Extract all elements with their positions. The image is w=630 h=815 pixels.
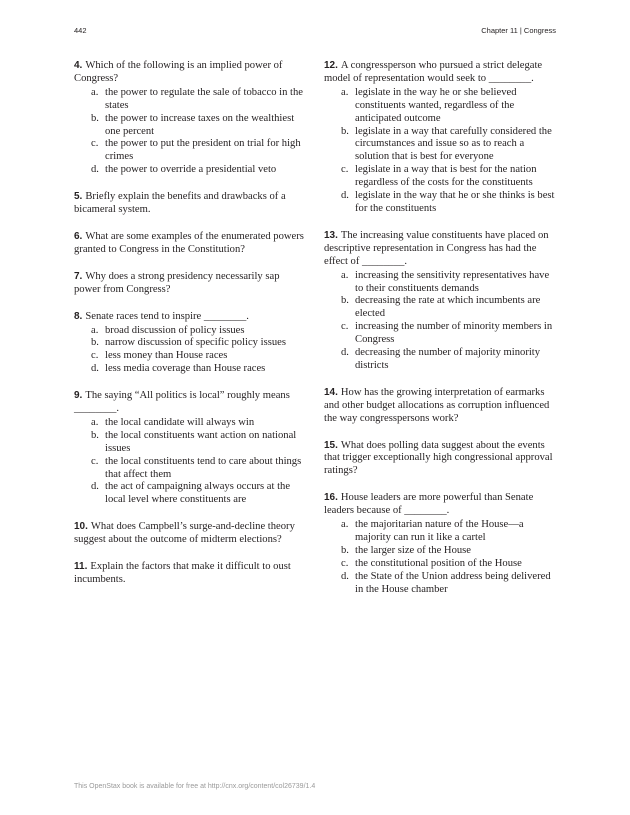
answer-option bbox=[74, 481, 306, 507]
question-10 bbox=[74, 521, 306, 547]
option-text: the larger size of the House bbox=[355, 544, 471, 556]
answer-option bbox=[74, 350, 306, 363]
question-text bbox=[74, 561, 306, 587]
question-number: 9. bbox=[74, 390, 83, 402]
option-letter: a. bbox=[341, 519, 349, 531]
option-letter: c. bbox=[91, 350, 99, 362]
option-text: the act of campaigning always occurs at the local level where constituents are bbox=[105, 481, 291, 506]
option-letter: d. bbox=[91, 164, 99, 176]
answer-option bbox=[324, 321, 556, 347]
question-body: Explain the factors that make it difficult to oust incumbents. bbox=[74, 561, 291, 585]
question-text bbox=[324, 440, 556, 479]
option-letter: d. bbox=[341, 347, 349, 359]
option-text: decreasing the number of majority minority districts bbox=[355, 347, 541, 371]
question-body: What does Campbell’s surge-and-decline theory suggest about the outcome of midterm elections? bbox=[74, 521, 295, 546]
answer-option bbox=[74, 164, 306, 177]
question-text bbox=[74, 231, 306, 257]
question-8 bbox=[74, 311, 306, 377]
answer-option bbox=[74, 138, 306, 164]
answer-options bbox=[74, 325, 306, 377]
option-letter: d. bbox=[91, 481, 99, 493]
question-body: What are some examples of the enumerated powers granted to Congress in the Constitution? bbox=[74, 230, 304, 255]
option-text: less media coverage than House races bbox=[105, 363, 266, 375]
question-7 bbox=[74, 271, 306, 297]
option-letter: a. bbox=[91, 416, 99, 428]
answer-option bbox=[74, 113, 306, 139]
question-body: Which of the following is an implied power of Congress? bbox=[74, 60, 283, 84]
question-9 bbox=[74, 390, 306, 507]
question-body: The increasing value constituents have placed on descriptive representation in Congress has had the effect of ________. bbox=[324, 229, 549, 267]
question-body: Briefly explain the benefits and drawbacks of a bicameral system. bbox=[74, 191, 286, 216]
answer-option bbox=[74, 337, 306, 350]
question-body: Senate races tend to inspire ________. bbox=[85, 310, 249, 322]
answer-option bbox=[324, 519, 556, 545]
question-number: 4. bbox=[74, 60, 83, 71]
page-number: 442 bbox=[74, 26, 87, 35]
answer-option bbox=[324, 190, 556, 216]
question-text bbox=[74, 390, 306, 416]
answer-option bbox=[324, 87, 556, 126]
option-letter: b. bbox=[341, 544, 349, 556]
option-text: decreasing the rate at which incumbents are elected bbox=[355, 295, 541, 320]
answer-option bbox=[74, 363, 306, 376]
answer-option bbox=[324, 126, 556, 165]
answer-options bbox=[324, 270, 556, 373]
option-letter: c. bbox=[91, 138, 99, 150]
option-text: less money than House races bbox=[105, 350, 228, 362]
question-number: 12. bbox=[324, 60, 338, 71]
question-5 bbox=[74, 191, 306, 217]
question-number: 16. bbox=[324, 492, 338, 504]
option-letter: b. bbox=[341, 125, 349, 137]
option-letter: a. bbox=[341, 86, 349, 98]
answer-option bbox=[324, 164, 556, 190]
footer-note: This OpenStax book is available for free at http://cnx.org/content/col26739/1.4 bbox=[74, 783, 316, 790]
option-text: the State of the Union address being delivered in the House chamber bbox=[355, 570, 551, 595]
option-letter: a. bbox=[91, 86, 99, 98]
question-number: 11. bbox=[74, 561, 88, 573]
answer-option bbox=[324, 347, 556, 373]
option-text: the local candidate will always win bbox=[105, 416, 255, 428]
answer-option bbox=[324, 295, 556, 321]
chapter-title: Chapter 11 | Congress bbox=[481, 26, 556, 35]
answer-option bbox=[324, 558, 556, 571]
option-text: increasing the number of minority members in Congress bbox=[355, 321, 553, 346]
answer-option bbox=[324, 571, 556, 597]
answer-options bbox=[74, 87, 306, 177]
answer-option bbox=[74, 430, 306, 456]
option-letter: c. bbox=[341, 557, 349, 569]
question-text bbox=[74, 60, 306, 86]
option-text: the power to regulate the sale of tobacco in the states bbox=[105, 86, 303, 111]
option-letter: d. bbox=[341, 190, 349, 202]
question-body: Why does a strong presidency necessarily sap power from Congress? bbox=[74, 270, 280, 295]
answer-options bbox=[324, 87, 556, 216]
question-text bbox=[324, 230, 556, 269]
question-text bbox=[74, 311, 306, 324]
option-letter: b. bbox=[91, 337, 99, 349]
option-text: legislate in the way that he or she thinks is best for the constituents bbox=[355, 190, 555, 214]
answer-option bbox=[324, 545, 556, 558]
option-text: legislate in a way that is best for the nation regardless of the costs for the constituents bbox=[355, 164, 537, 189]
answer-option bbox=[324, 270, 556, 296]
question-body: What does polling data suggest about the events that trigger exceptionally high congressional approval ratings? bbox=[324, 439, 553, 477]
option-text: the power to put the president on trial for high crimes bbox=[105, 138, 301, 163]
question-12 bbox=[324, 60, 556, 216]
answer-options bbox=[74, 417, 306, 507]
question-text bbox=[324, 60, 556, 86]
option-letter: d. bbox=[91, 363, 99, 375]
question-6 bbox=[74, 231, 306, 257]
question-text bbox=[74, 271, 306, 297]
question-number: 15. bbox=[324, 439, 338, 451]
question-body: The saying “All politics is local” roughly means ________. bbox=[74, 390, 290, 415]
option-letter: d. bbox=[341, 570, 349, 582]
question-16 bbox=[324, 492, 556, 596]
option-letter: c. bbox=[341, 164, 349, 176]
question-11 bbox=[74, 561, 306, 587]
option-letter: b. bbox=[91, 112, 99, 124]
option-text: the local constituents want action on national issues bbox=[105, 429, 297, 454]
option-letter: a. bbox=[341, 269, 349, 281]
answer-option bbox=[74, 87, 306, 113]
option-text: legislate in the way he or she believed constituents wanted, regardless of the anticipated outcome bbox=[355, 86, 517, 124]
answer-option bbox=[74, 417, 306, 430]
option-text: legislate in a way that carefully considered the circumstances and issue so as to reach a solution that is best for everyone bbox=[355, 125, 552, 163]
question-text bbox=[324, 387, 556, 426]
option-letter: a. bbox=[91, 324, 99, 336]
option-letter: c. bbox=[91, 455, 99, 467]
option-text: the power to override a presidential veto bbox=[105, 164, 277, 176]
option-text: the local constituents tend to care about things that affect them bbox=[105, 455, 302, 480]
question-number: 7. bbox=[74, 270, 83, 282]
question-text bbox=[74, 191, 306, 217]
option-letter: b. bbox=[91, 429, 99, 441]
question-number: 13. bbox=[324, 229, 338, 241]
option-text: the power to increase taxes on the wealthiest one percent bbox=[105, 112, 295, 137]
option-text: the majoritarian nature of the House—a majority can run it like a cartel bbox=[355, 519, 524, 543]
option-text: broad discussion of policy issues bbox=[105, 324, 245, 336]
question-4 bbox=[74, 60, 306, 177]
question-body: How has the growing interpretation of earmarks and other budget allocations as corruption influenced the way congresspersons work? bbox=[324, 386, 550, 424]
answer-option bbox=[74, 325, 306, 338]
option-text: the constitutional position of the House bbox=[355, 557, 522, 569]
question-number: 6. bbox=[74, 230, 83, 242]
right-column bbox=[324, 60, 556, 611]
question-13 bbox=[324, 230, 556, 373]
option-letter: b. bbox=[341, 295, 349, 307]
option-text: increasing the sensitivity representatives have to their constituents demands bbox=[355, 269, 550, 294]
question-15 bbox=[324, 440, 556, 479]
question-body: A congressperson who pursued a strict delegate model of representation would seek to ________. bbox=[324, 60, 543, 84]
option-text: narrow discussion of specific policy issues bbox=[105, 337, 286, 349]
question-14 bbox=[324, 387, 556, 426]
answer-option bbox=[74, 456, 306, 482]
question-text bbox=[324, 492, 556, 518]
question-text bbox=[74, 521, 306, 547]
answer-options bbox=[324, 519, 556, 596]
question-number: 14. bbox=[324, 386, 338, 398]
question-body: House leaders are more powerful than Senate leaders because of ________. bbox=[324, 492, 534, 517]
option-letter: c. bbox=[341, 321, 349, 333]
question-number: 10. bbox=[74, 521, 88, 533]
question-number: 8. bbox=[74, 310, 83, 322]
left-column bbox=[74, 60, 306, 601]
question-number: 5. bbox=[74, 191, 83, 203]
